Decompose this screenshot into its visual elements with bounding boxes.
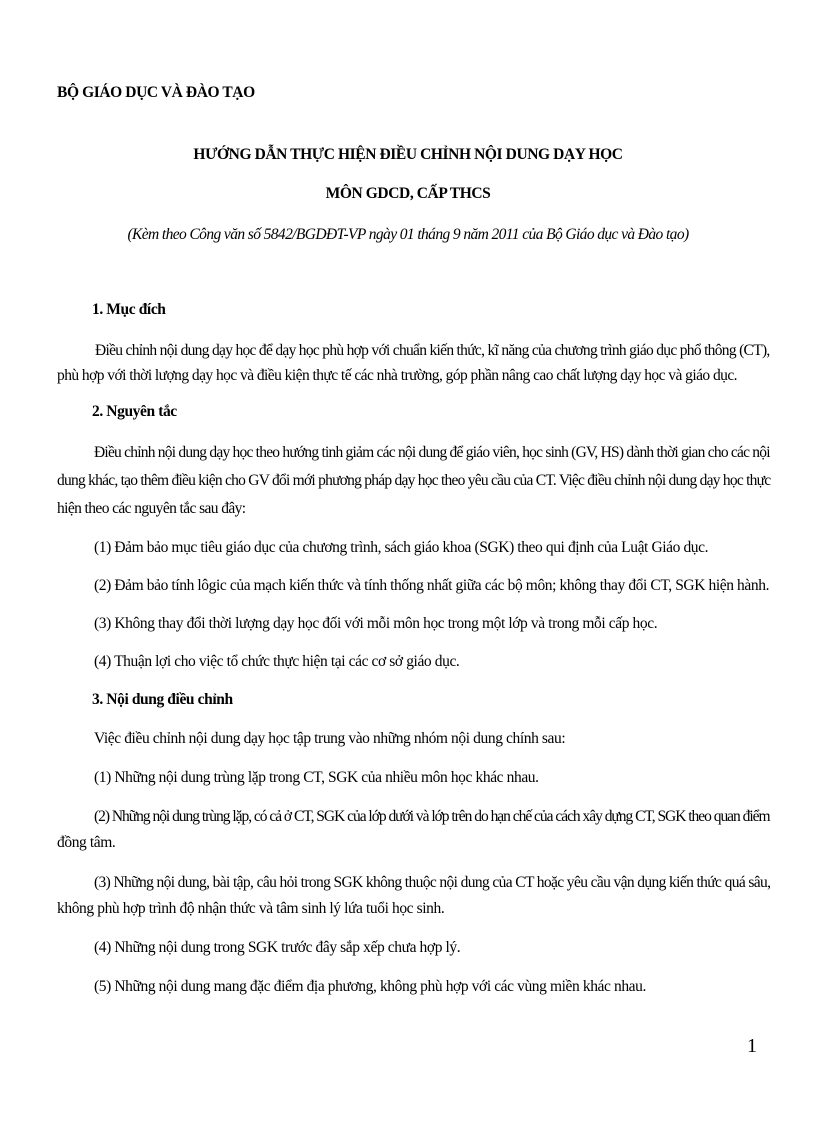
section2-paragraph-line3: hiện theo các nguyên tắc sau đây:: [57, 500, 246, 517]
content-item-2-line2: đồng tâm.: [57, 834, 116, 851]
principle-item-3: (3) Không thay đổi thời lượng dạy học đối với mỗi môn học trong một lớp và trong mỗi cấp học.: [94, 615, 658, 632]
section2-paragraph-line1: Điều chỉnh nội dung dạy học theo hướng tinh giảm các nội dung để giáo viên, học sinh (GV, HS) dành thời gian cho các nội: [94, 444, 770, 461]
section1-paragraph-line1: Điều chỉnh nội dung dạy học để dạy học phù hợp với chuẩn kiến thức, kĩ năng của chương trình giáo dục phổ thông (CT),: [95, 342, 770, 359]
principle-item-1: (1) Đảm bảo mục tiêu giáo dục của chương trình, sách giáo khoa (SGK) theo qui định của Luật Giáo dục.: [94, 539, 709, 556]
section3-heading: 3. Nội dung điều chỉnh: [92, 691, 233, 708]
section1-paragraph-line2: phù hợp với thời lượng dạy học và điều kiện thực tế các nhà trường, góp phần nâng cao chất lượng dạy học và giáo dục.: [57, 367, 737, 384]
content-item-5: (5) Những nội dung mang đặc điểm địa phương, không phù hợp với các vùng miền khác nhau.: [94, 978, 646, 995]
content-item-3-line1: (3) Những nội dung, bài tập, câu hỏi trong SGK không thuộc nội dung của CT hoặc yêu cầu vận dụng kiến thức quá sâu,: [94, 874, 771, 891]
content-item-3-line2: không phù hợp trình độ nhận thức và tâm sinh lý lứa tuổi học sinh.: [57, 900, 445, 917]
document-title-line1: HƯỚNG DẪN THỰC HIỆN ĐIỀU CHỈNH NỘI DUNG DẠY HỌC: [193, 146, 623, 163]
section3-intro: Việc điều chỉnh nội dung dạy học tập trung vào những nhóm nội dung chính sau:: [94, 730, 566, 747]
principle-item-4: (4) Thuận lợi cho việc tổ chức thực hiện tại các cơ sở giáo dục.: [94, 653, 460, 670]
content-item-2-line1: (2) Những nội dung trùng lặp, có cả ở CT, SGK của lớp dưới và lớp trên do hạn chế của cách xây dựng CT, SGK theo quan điểm: [94, 808, 770, 825]
section2-heading: 2. Nguyên tắc: [92, 403, 177, 420]
document-subtitle: (Kèm theo Công văn số 5842/BGDĐT-VP ngày 01 tháng 9 năm 2011 của Bộ Giáo dục và Đào tạo): [127, 226, 689, 243]
document-title-line2: MÔN GDCD, CẤP THCS: [325, 185, 491, 202]
section2-paragraph-line2: dung khác, tạo thêm điều kiện cho GV đổi mới phương pháp dạy học theo yêu cầu của CT. Việc điều chỉnh nội dung dạy học thực: [57, 472, 771, 489]
section1-heading: 1. Mục đích: [92, 301, 166, 318]
content-item-1: (1) Những nội dung trùng lặp trong CT, SGK của nhiều môn học khác nhau.: [94, 769, 539, 786]
ministry-header: BỘ GIÁO DỤC VÀ ĐÀO TẠO: [57, 84, 255, 101]
principle-item-2: (2) Đảm bảo tính lôgic của mạch kiến thức và tính thống nhất giữa các bộ môn; không thay đổi CT, SGK hiện hành.: [94, 577, 770, 594]
page-number: 1: [747, 1035, 757, 1057]
content-item-4: (4) Những nội dung trong SGK trước đây sắp xếp chưa hợp lý.: [94, 939, 461, 956]
